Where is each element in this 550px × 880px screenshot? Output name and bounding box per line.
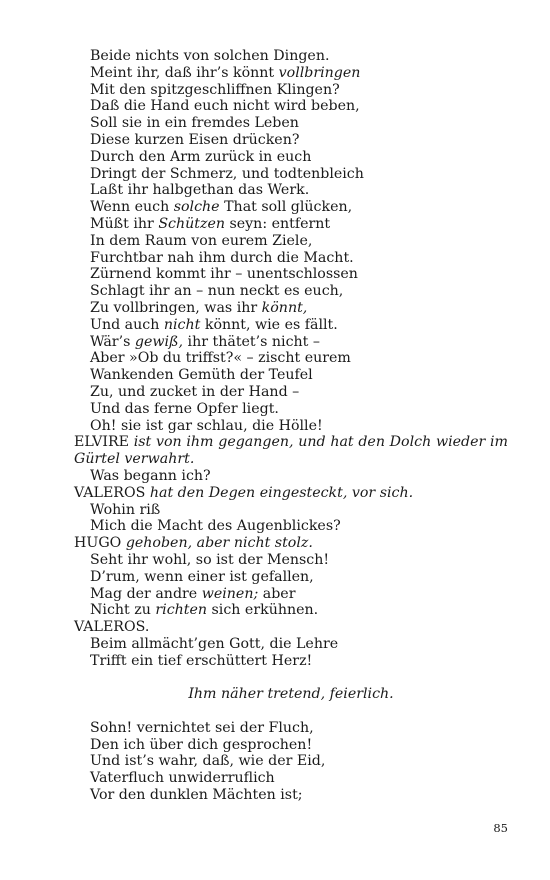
- text-segment: Und ist’s wahr, daß, wie der Eid,: [90, 753, 326, 770]
- verse-line: [74, 334, 508, 351]
- text-segment: Daß die Hand euch nicht wird beben,: [90, 98, 360, 115]
- verse-line: [74, 636, 508, 653]
- verse-line: [74, 149, 508, 166]
- text-segment: VALEROS: [74, 484, 150, 501]
- verse-line: [74, 569, 508, 586]
- text-segment: Beide nichts von solchen Dingen.: [90, 48, 330, 64]
- text-segment: Wenn euch: [90, 199, 174, 216]
- text-segment: Soll sie in ein fremdes Leben: [90, 115, 299, 132]
- verse-line: [74, 350, 508, 367]
- text-segment: Oh! sie ist gar schlau, die Hölle!: [90, 417, 323, 434]
- verse-line: [74, 233, 508, 250]
- text-segment: Mich die Macht des Augenblickes?: [90, 518, 341, 535]
- verse-line: [74, 166, 508, 183]
- italic-segment: richten: [155, 602, 208, 619]
- text-segment: Meint ihr, daß ihr’s könnt: [90, 64, 279, 81]
- page-number: 85: [493, 821, 508, 835]
- text-segment: Müßt ihr: [90, 215, 159, 232]
- verse-line: [74, 552, 508, 569]
- verse-line: [74, 518, 508, 535]
- text-segment: sich erkühnen.: [207, 602, 319, 619]
- verse-line: [74, 82, 508, 99]
- italic-segment: nicht: [163, 316, 201, 333]
- text-segment: Aber »Ob du triffst?« – zischt eurem: [90, 350, 351, 367]
- italic-segment: gehoben, aber nicht stolz.: [125, 535, 313, 552]
- text-segment: könnt, wie es fällt.: [200, 316, 338, 333]
- text-segment: ELVIRE: [74, 434, 134, 451]
- italic-segment: Ihm näher tretend, feierlich.: [188, 686, 394, 703]
- text-segment: Sohn! vernichtet sei der Fluch,: [90, 719, 314, 736]
- verse-line: [74, 300, 508, 317]
- verse-line: [74, 753, 508, 770]
- verse-line: [74, 266, 508, 283]
- text-segment: seyn: entfernt: [224, 215, 331, 232]
- text-segment: Wankenden Gemüth der Teufel: [90, 367, 313, 384]
- verse-line: [74, 216, 508, 233]
- verse-line: [74, 250, 508, 267]
- verse-line: [74, 283, 508, 300]
- verse-line: [74, 48, 508, 65]
- verse-line: [74, 401, 508, 418]
- verse-line: [74, 502, 508, 519]
- text-segment: Zu, und zucket in der Hand –: [90, 383, 300, 400]
- text-segment: Mit den spitzgeschliffnen Klingen?: [90, 81, 340, 98]
- verse-line: [74, 115, 508, 132]
- text-segment: Diese kurzen Eisen drücken?: [90, 131, 300, 148]
- text-segment: That soll glücken,: [219, 199, 353, 216]
- italic-segment: vollbringen: [278, 64, 361, 81]
- text-segment: Den ich über dich gesprochen!: [90, 736, 313, 753]
- verse-line: [74, 468, 508, 485]
- speaker-cue: [74, 619, 508, 636]
- speaker-cue: [74, 434, 508, 468]
- speaker-cue: [74, 535, 508, 552]
- text-segment: Schlagt ihr an – nun neckt es euch,: [90, 283, 344, 300]
- italic-segment: hat den Degen eingesteckt, vor sich.: [149, 484, 414, 501]
- italic-segment: Schützen: [158, 215, 225, 232]
- page-text: [74, 48, 508, 804]
- text-segment: Vor den dunklen Mächten ist;: [90, 787, 303, 804]
- text-segment: Seht ihr wohl, so ist der Mensch!: [90, 551, 330, 568]
- speaker-cue: [74, 485, 508, 502]
- text-segment: Dringt der Schmerz, und todtenbleich: [90, 165, 364, 182]
- verse-line: [74, 132, 508, 149]
- stage-direction: [74, 669, 508, 719]
- text-segment: Zu vollbringen, was ihr: [90, 299, 262, 316]
- text-segment: In dem Raum von eurem Ziele,: [90, 232, 313, 249]
- text-segment: Was begann ich?: [90, 467, 211, 484]
- text-segment: Durch den Arm zurück in euch: [90, 148, 312, 165]
- verse-line: [74, 653, 508, 670]
- verse-line: [74, 317, 508, 334]
- verse-line: [74, 384, 508, 401]
- italic-segment: gewiß,: [134, 333, 184, 350]
- text-segment: Laßt ihr halbgethan das Werk.: [90, 182, 310, 199]
- text-segment: Und das ferne Opfer liegt.: [90, 400, 279, 417]
- text-segment: Und auch: [90, 316, 164, 333]
- verse-line: [74, 98, 508, 115]
- verse-line: [74, 199, 508, 216]
- verse-line: [74, 770, 508, 787]
- italic-segment: könnt,: [261, 299, 308, 316]
- text-segment: ihr thätet’s nicht –: [183, 333, 320, 350]
- italic-segment: weinen;: [201, 585, 259, 602]
- text-segment: Wohin riß: [90, 501, 161, 518]
- italic-segment: solche: [173, 199, 220, 216]
- text-segment: Nicht zu: [90, 602, 156, 619]
- text-segment: Zürnend kommt ihr – unentschlossen: [90, 266, 358, 283]
- text-segment: Wär’s: [90, 333, 135, 350]
- verse-line: [74, 586, 508, 603]
- text-segment: Beim allmächt’gen Gott, die Lehre: [90, 635, 339, 652]
- text-segment: Mag der andre: [90, 585, 202, 602]
- verse-line: [74, 720, 508, 737]
- verse-line: [74, 182, 508, 199]
- text-segment: Trifft ein tief erschüttert Herz!: [90, 652, 313, 669]
- verse-line: [74, 65, 508, 82]
- verse-line: [74, 787, 508, 804]
- italic-segment: ist von ihm gegangen, und hat den Dolch wieder im Gürtel verwahrt.: [74, 434, 508, 468]
- text-segment: Vaterfluch unwiderruflich: [90, 770, 275, 787]
- verse-line: [74, 367, 508, 384]
- verse-line: [74, 602, 508, 619]
- text-segment: aber: [258, 585, 296, 602]
- text-segment: VALEROS.: [74, 619, 150, 636]
- text-segment: Furchtbar nah ihm durch die Macht.: [90, 249, 354, 266]
- text-segment: HUGO: [74, 535, 126, 552]
- text-segment: D’rum, wenn einer ist gefallen,: [90, 568, 314, 585]
- verse-line: [74, 737, 508, 754]
- verse-line: [74, 418, 508, 435]
